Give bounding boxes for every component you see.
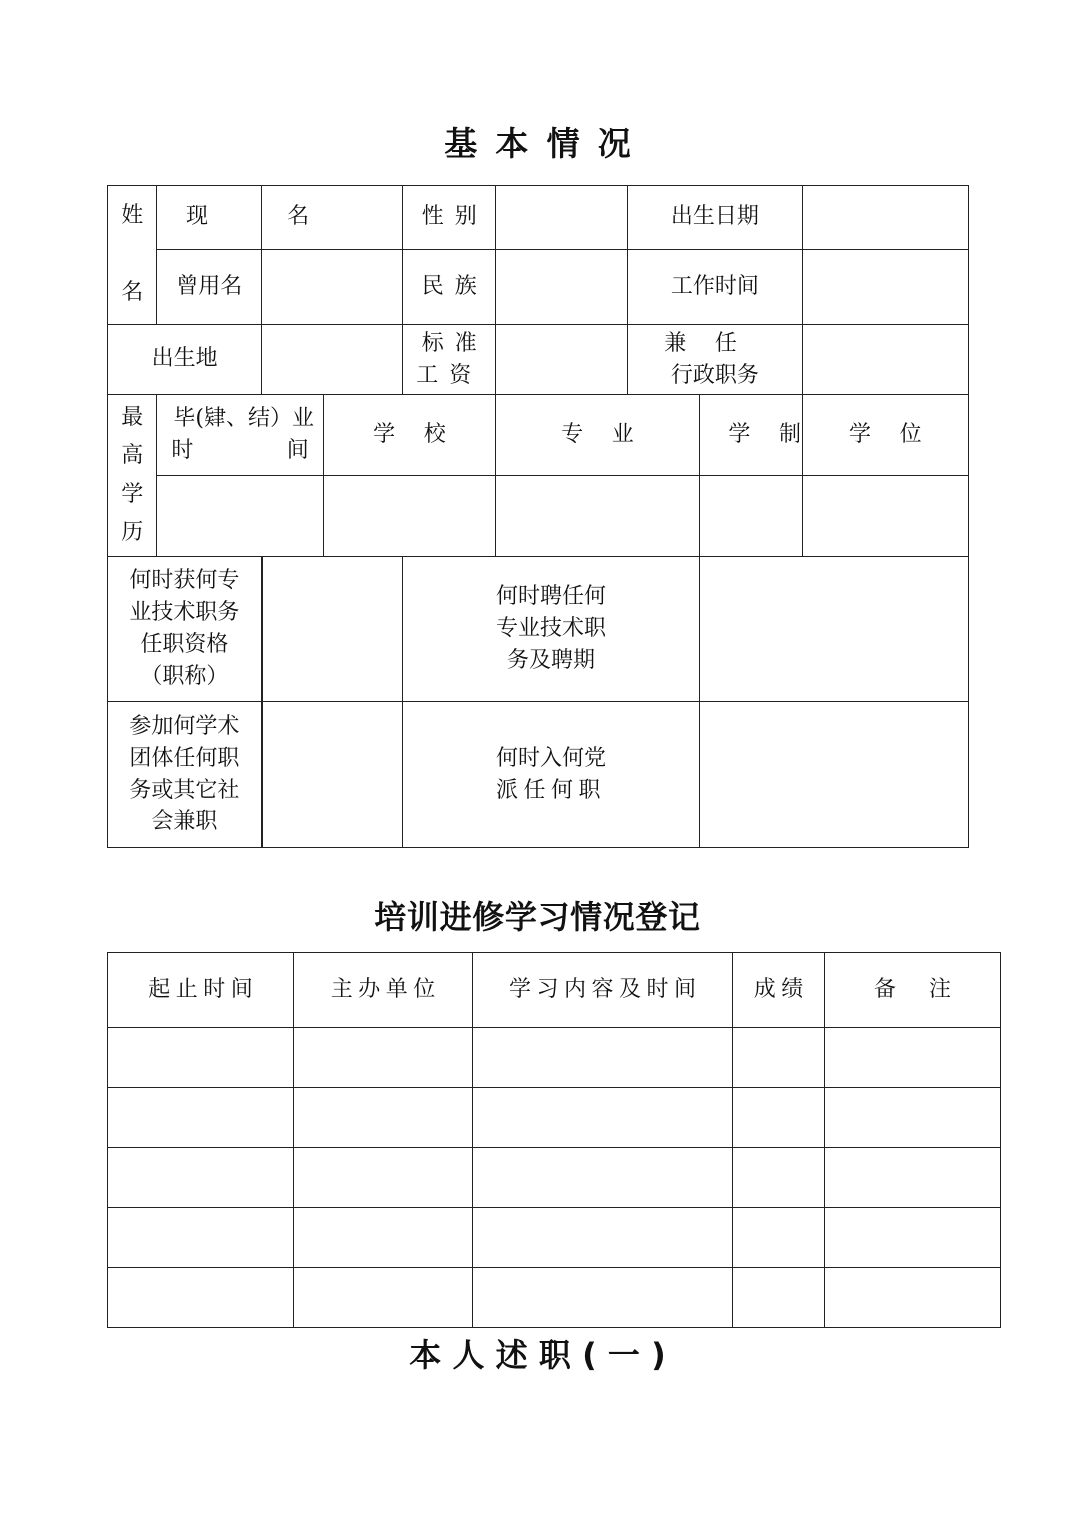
graduation-time-field[interactable] xyxy=(157,476,323,557)
training-header-period: 起止时间 xyxy=(108,953,294,1028)
training-cell-score[interactable] xyxy=(733,1208,825,1268)
training-cell-score[interactable] xyxy=(733,1148,825,1208)
table-row xyxy=(108,1208,1001,1268)
basic-info-title: 基本情况 xyxy=(444,124,649,163)
training-header-row xyxy=(108,953,1001,1028)
party-label: 何时入何党 派任何职 xyxy=(403,702,699,848)
table-row xyxy=(108,1088,1001,1148)
training-cell-organizer[interactable] xyxy=(294,1148,473,1208)
duration-field[interactable] xyxy=(699,476,802,557)
name-group-label: 姓 名 xyxy=(108,186,157,325)
graduation-time-label: 毕(肄、结）业 时 间 xyxy=(157,395,323,476)
basic-info-table xyxy=(107,185,969,848)
work-start-label: 工作时间 xyxy=(628,250,802,325)
training-cell-content[interactable] xyxy=(473,1208,733,1268)
title-qualification-label: 何时获何专 业技术职务 任职资格 （职称） xyxy=(108,557,262,702)
former-name-label: 曾用名 xyxy=(157,250,262,325)
standard-salary-label: 标准 工资 xyxy=(403,325,496,395)
current-name-label: 现 名 xyxy=(157,186,262,250)
training-cell-period[interactable] xyxy=(108,1088,294,1148)
ethnicity-field[interactable] xyxy=(496,250,628,325)
training-cell-remarks[interactable] xyxy=(825,1028,1001,1088)
birth-date-field[interactable] xyxy=(802,186,968,250)
training-cell-score[interactable] xyxy=(733,1028,825,1088)
degree-label: 学位 xyxy=(802,395,968,476)
concurrent-post-field[interactable] xyxy=(802,325,968,395)
gender-label: 性别 xyxy=(403,186,496,250)
training-header-organizer: 主办单位 xyxy=(294,953,473,1028)
education-group-label: 最 高 学 历 xyxy=(108,395,157,557)
training-cell-period[interactable] xyxy=(108,1268,294,1328)
table-row xyxy=(108,1028,1001,1088)
training-cell-organizer[interactable] xyxy=(294,1088,473,1148)
training-cell-period[interactable] xyxy=(108,1208,294,1268)
training-cell-score[interactable] xyxy=(733,1268,825,1328)
training-cell-remarks[interactable] xyxy=(825,1148,1001,1208)
major-label: 专业 xyxy=(496,395,700,476)
academic-groups-label: 参加何学术 团体任何职 务或其它社 会兼职 xyxy=(108,702,262,848)
birthplace-field[interactable] xyxy=(262,325,403,395)
school-field[interactable] xyxy=(323,476,495,557)
training-cell-content[interactable] xyxy=(473,1268,733,1328)
title-appointment-field[interactable] xyxy=(699,557,968,702)
training-cell-organizer[interactable] xyxy=(294,1208,473,1268)
training-header-score: 成绩 xyxy=(733,953,825,1028)
birthplace-label: 出生地 xyxy=(108,325,262,395)
statement-title: 本人述职(一) xyxy=(409,1336,677,1374)
standard-salary-field[interactable] xyxy=(496,325,628,395)
former-name-field[interactable] xyxy=(262,250,403,325)
training-cell-remarks[interactable] xyxy=(825,1208,1001,1268)
training-cell-content[interactable] xyxy=(473,1148,733,1208)
training-cell-score[interactable] xyxy=(733,1088,825,1148)
training-cell-remarks[interactable] xyxy=(825,1088,1001,1148)
training-cell-remarks[interactable] xyxy=(825,1268,1001,1328)
title-qualification-field[interactable] xyxy=(262,557,403,702)
training-cell-period[interactable] xyxy=(108,1148,294,1208)
duration-label: 学制 xyxy=(699,395,802,476)
school-label: 学校 xyxy=(323,395,495,476)
training-cell-content[interactable] xyxy=(473,1028,733,1088)
training-cell-organizer[interactable] xyxy=(294,1268,473,1328)
birth-date-label: 出生日期 xyxy=(628,186,802,250)
party-field[interactable] xyxy=(699,702,968,848)
major-field[interactable] xyxy=(496,476,700,557)
training-cell-organizer[interactable] xyxy=(294,1028,473,1088)
degree-field[interactable] xyxy=(802,476,968,557)
concurrent-post-label: 兼任 行政职务 xyxy=(628,325,802,395)
training-cell-content[interactable] xyxy=(473,1088,733,1148)
training-cell-period[interactable] xyxy=(108,1028,294,1088)
ethnicity-label: 民族 xyxy=(403,250,496,325)
academic-groups-field[interactable] xyxy=(262,702,403,848)
training-header-content: 学习内容及时间 xyxy=(473,953,733,1028)
training-header-remarks: 备 注 xyxy=(825,953,1001,1028)
training-title: 培训进修学习情况登记 xyxy=(374,898,701,936)
training-table xyxy=(107,952,1001,1328)
work-start-field[interactable] xyxy=(802,250,968,325)
title-appointment-label: 何时聘任何 专业技术职 务及聘期 xyxy=(403,557,699,702)
gender-field[interactable] xyxy=(496,186,628,250)
table-row xyxy=(108,1268,1001,1328)
table-row xyxy=(108,1148,1001,1208)
